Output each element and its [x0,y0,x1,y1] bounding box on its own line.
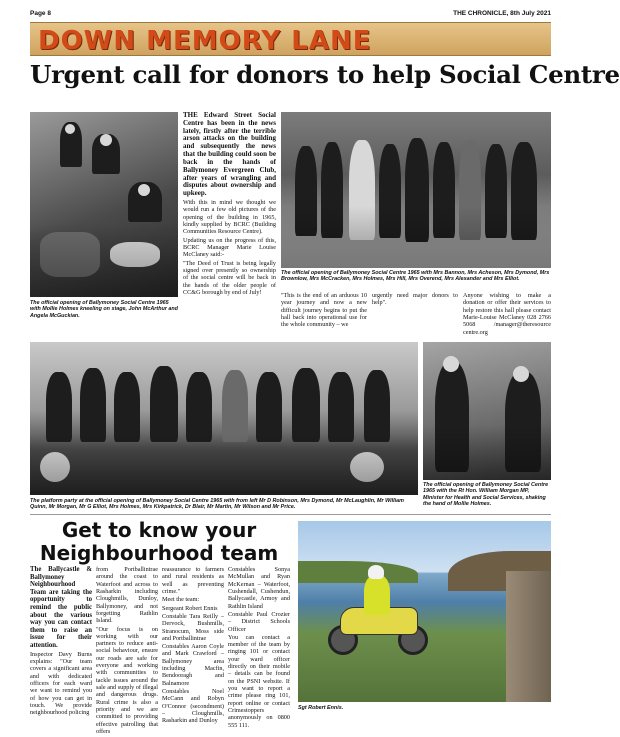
article-headline: Urgent call for donors to help Social Centre [30,60,620,89]
photo-handshake [423,342,551,480]
article2-para-6: Sergeant Robert Ennis [162,604,218,612]
article2-para-9: Constables Noel McCann and Robyn O'Connor (secondment) – Cloughmills, Rasharkin and Dunloy [162,688,224,725]
article2-para-1: Inspector Davy Burns explains: "Our team covers a significant area and with dedicated officers for each ward we want to remind you of how you can get in touch. We provide neighbourhood policing [30,650,92,717]
article2-para-12: You can contact a member of the team by ringing 101 or contact your ward officer directly on their mobile – details can be found on the PSNI website. If you want to report a crime please ring 101, report online or contact Crimestoppers anonymously on 0800 555 111. [228,633,290,729]
article-para-4: "This is the end of an arduous 10 year journey and now a new difficult journey begins to put the hall back into operational use for the whole community – we [281,292,367,329]
page-number: Page 8 [30,10,51,17]
article2-para-11: Constable Paul Crozier – District Schools Officer [228,610,290,633]
article2-column-2 [96,566,158,735]
caption-top-right: The official opening of Ballymoney Social Centre 1965 with Mrs Bannon, Mrs Acheson, Mrs Dymond, Mrs Brownlow, Mrs McCracken, Mrs Holmes, Mrs Hill, Mrs Overend, Mrs Alexander and Mrs Elliot. [281,270,550,283]
photo-platform-party [30,342,418,495]
section-divider [30,514,551,515]
caption-platform-party: The platform party at the official opening of Ballymoney Social Centre 1965 with from left Mr D Robinson, Mrs Dymond, Mr McLaughlin, Mr William Quinn, Mr Morgan, Mr G Elliot, Mrs Holmes, Mrs Kirkpatrick, Dr Blair, Mr Martin, Mr Wilson and Mr Price. [30,498,404,511]
article-column-3 [372,292,458,338]
article-para-6: Anyone wishing to make a donation or offer their services to help restore this hall please contact Marie-Louise McClaney 028 2766 5068 /manager@theresource centre.org [463,292,551,336]
article-column-1 [183,112,276,338]
photo-sgt-ennis [298,521,551,702]
page-header [30,8,551,20]
article2-column-3 [162,566,224,731]
caption-handshake: The official opening of Ballymoney Social Centre 1965 with the Rt Hon. William Morgan MP, Minister for Health and Social Services, shaking the hand of Mollie Holmes. [423,482,549,508]
photo-top-right [281,112,551,268]
article2-para-10: Constables Sonya McMullan and Ryan McKernan – Waterfoot, Cushendall, Cushendun, Ballycastle, Armoy and Rathlin Island [228,566,290,610]
article-para-1: With this in mind we thought we would run a few old pictures of the opening of the building in 1965, kindly supplied by BCRC (Building Communities Resource Centre). [183,199,276,236]
article2-para-8: Constables Aaron Coyle and Mark Crawford – Ballymoney area including Macfin, Bendooragh and Balnamore [162,643,224,687]
section-banner [30,22,551,56]
publication-date: THE CHRONICLE, 8th July 2021 [453,10,551,17]
article-lead: THE Edward Street Social Centre has been in the news lately, firstly after the terrible arson attacks on the building and subsequently the news that the building could soon be back in the hands of Ballymoney Evergreen Club, after years of wrangling and disputes about ownership and upkeep. [183,111,276,198]
article2-para-2: from Portballintrae around the coast to Waterfoot and across to Rasharkin including Cloughmills, Dunloy, Ballymoney, and not forgetting Rathlin Island. [96,566,158,625]
article2-column-4 [228,566,290,731]
caption-sgt-ennis: Sgt Robert Ennis. [298,705,344,711]
article2-para-4: reassurance to farmers and rural residents as well as preventing crime." [162,566,224,595]
article-column-4 [463,292,551,338]
section-title: DOWN MEMORY LANE [38,26,372,56]
article2-para-5: Meet the team: [162,596,200,604]
article-para-2: Updating us on the progress of this, BCRC Manager Marie Louise McClaney said:- [183,236,276,259]
photo-top-left [30,112,178,297]
article2-para-7: Constable Tara Reilly – Dervock, Bushmills, Stranocum, Moss side and Portballintrae [162,612,224,642]
article2-lead: The Ballycastle & Ballymoney Neighbourhood Team are taking the opportunity to remind the public about the various way you can contact them to raise an issue for their attention. [30,566,92,650]
article2-column-1 [30,566,92,731]
article-para-3: "The Deed of Trust is being legally signed over presently so ownership of the social centre will be back in the hands of the older people of CC&G borough by end of July! [183,259,276,296]
article2-headline: Get to know your Neighbourhood team [39,518,279,565]
caption-top-left: The official opening of Ballymoney Social Centre 1965 with Mollie Holmes kneeling on stage, John McArthur and Angela McGuckian. [30,300,178,319]
article-column-2 [281,292,367,338]
article2-para-3: "Our focus is on working with our partners to reduce anti-social behaviour, ensure our roads are safe for everyone and working with communities to tackle issues around the sale and supply of illegal and dangerous drugs. Rural crime is also a priority and we are committed to providing effective patrolling that offers [96,625,158,735]
article-para-5: urgently need major donors to help". [372,292,458,307]
